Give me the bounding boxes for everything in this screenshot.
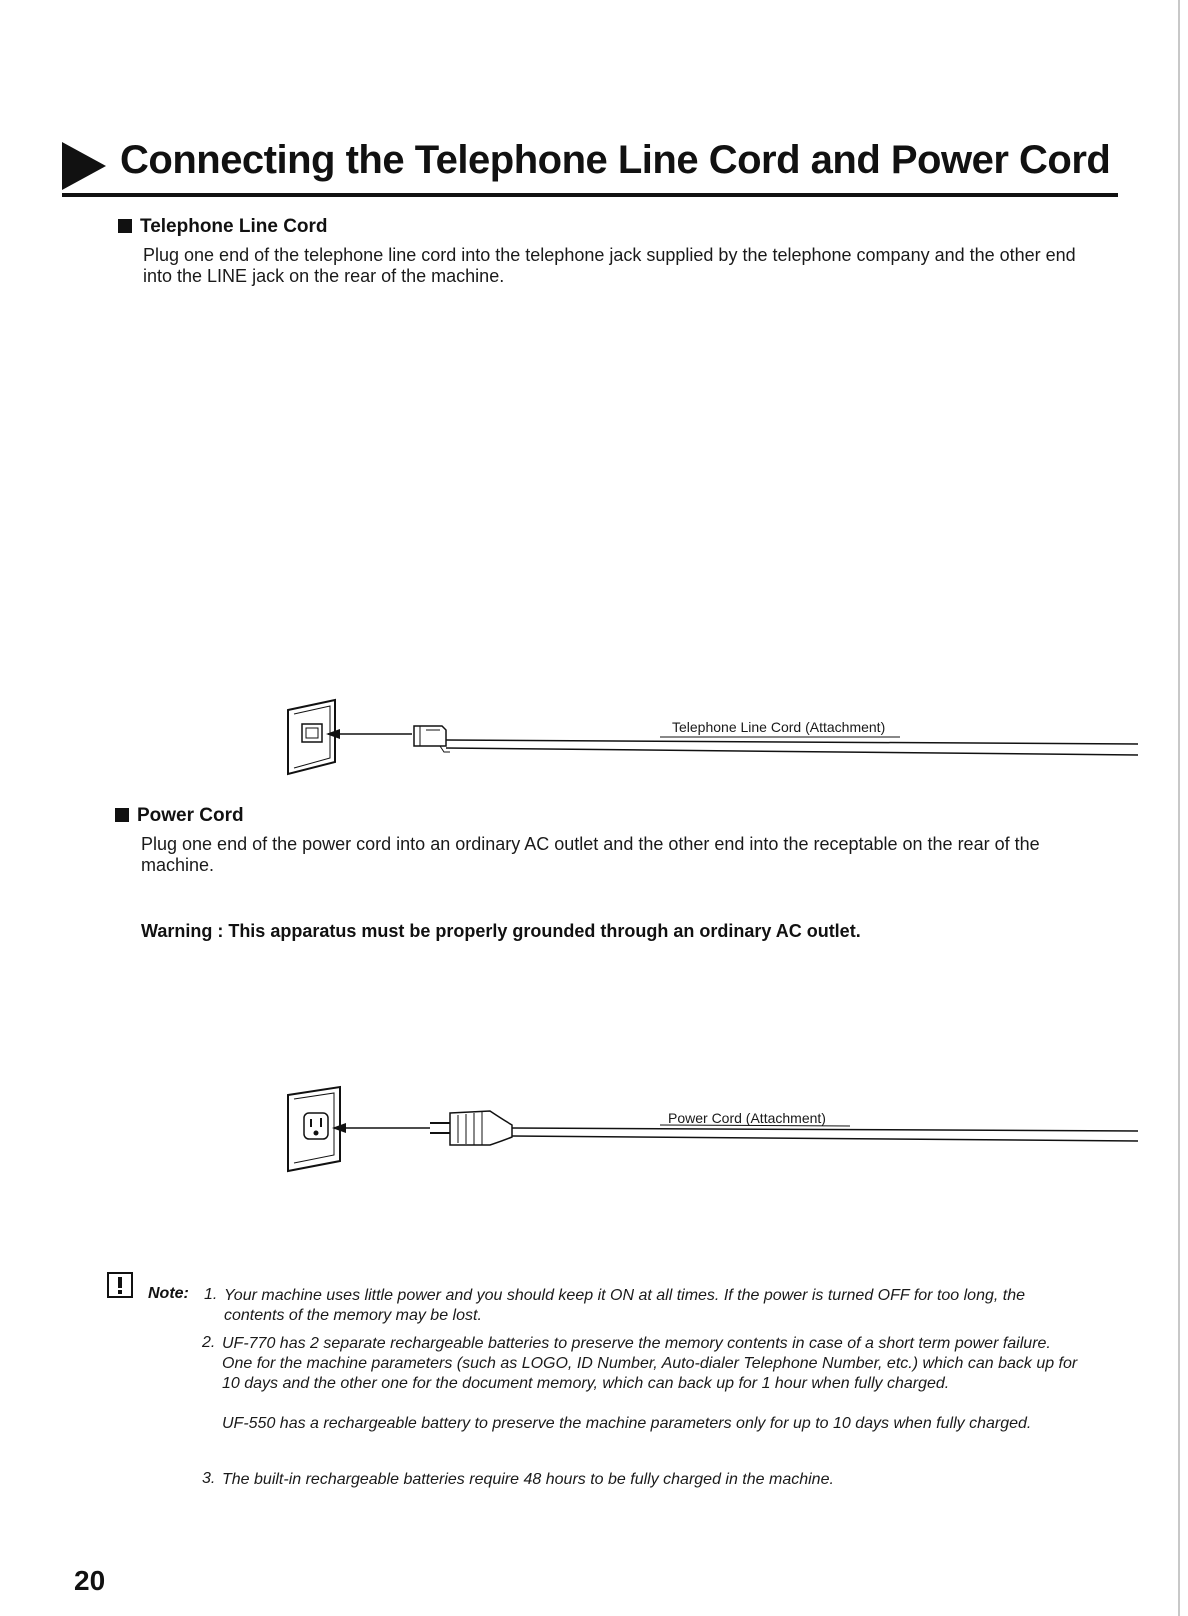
telephone-modular-plug-icon xyxy=(414,726,450,752)
page-edge-rule xyxy=(1178,0,1180,1616)
section-bullet-icon xyxy=(115,808,129,822)
note-item: Your machine uses little power and you should keep it ON at all times. If the power is turned OFF for too long, the contents of the memory may be lost. xyxy=(224,1287,1026,1324)
note-label: Note: xyxy=(148,1285,189,1302)
telephone-line-cord-body: Plug one end of the telephone line cord into the telephone jack supplied by the telephone company and the other end into the LINE jack on the rear of the machine. xyxy=(143,245,1076,286)
ac-wall-outlet-icon xyxy=(288,1087,340,1171)
note-item-continuation: UF-550 has a rechargeable battery to preserve the machine parameters only for up to 10 days when fully charged. xyxy=(222,1415,1032,1432)
telephone-line-cord-icon xyxy=(446,737,1138,755)
note-item-number: 3. xyxy=(202,1470,216,1487)
note-exclamation-icon xyxy=(106,1271,134,1299)
title-underline xyxy=(62,193,1118,197)
power-cord-line-icon xyxy=(512,1125,1138,1141)
telephone-line-cord-heading xyxy=(118,216,328,238)
page-title: Connecting the Telephone Line Cord and Power Cord xyxy=(120,138,1111,182)
power-connect-arrow-icon xyxy=(332,1123,430,1133)
power-cord-diagram xyxy=(280,1085,1140,1180)
power-plug-icon xyxy=(430,1111,512,1145)
power-cord-figure-label: Power Cord (Attachment) xyxy=(668,1110,826,1126)
telephone-line-cord-heading-text: Telephone Line Cord xyxy=(140,216,328,237)
power-cord-heading-text: Power Cord xyxy=(137,805,244,826)
telephone-cord-figure-label: Telephone Line Cord (Attachment) xyxy=(672,719,886,735)
note-item: UF-770 has 2 separate rechargeable batteries to preserve the memory contents in case of a short term power failure. One for the machine parameters (such as LOGO, ID Number, Auto-dialer Telephone Number, etc.) which can back up for 10 days and the other one for the document memory, which can back up for 1 hour when fully charged. xyxy=(222,1335,1078,1392)
note-item-number: 1. xyxy=(204,1286,218,1303)
note-item: The built-in rechargeable batteries require 48 hours to be fully charged in the machine. xyxy=(222,1471,834,1488)
page-number: 20 xyxy=(74,1565,106,1596)
section-bullet-icon xyxy=(118,219,132,233)
grounding-warning: Warning : This apparatus must be properly grounded through an ordinary AC outlet. xyxy=(141,921,861,941)
telephone-cord-diagram xyxy=(280,690,1140,785)
title-arrow-icon xyxy=(62,142,106,190)
note-item-number: 2. xyxy=(202,1334,216,1351)
power-cord-heading xyxy=(115,805,244,827)
telephone-connect-arrow-icon xyxy=(326,729,412,739)
power-cord-body: Plug one end of the power cord into an ordinary AC outlet and the other end into the receptable on the rear of the machine. xyxy=(141,834,1040,875)
telephone-wall-jack-icon xyxy=(288,700,335,774)
